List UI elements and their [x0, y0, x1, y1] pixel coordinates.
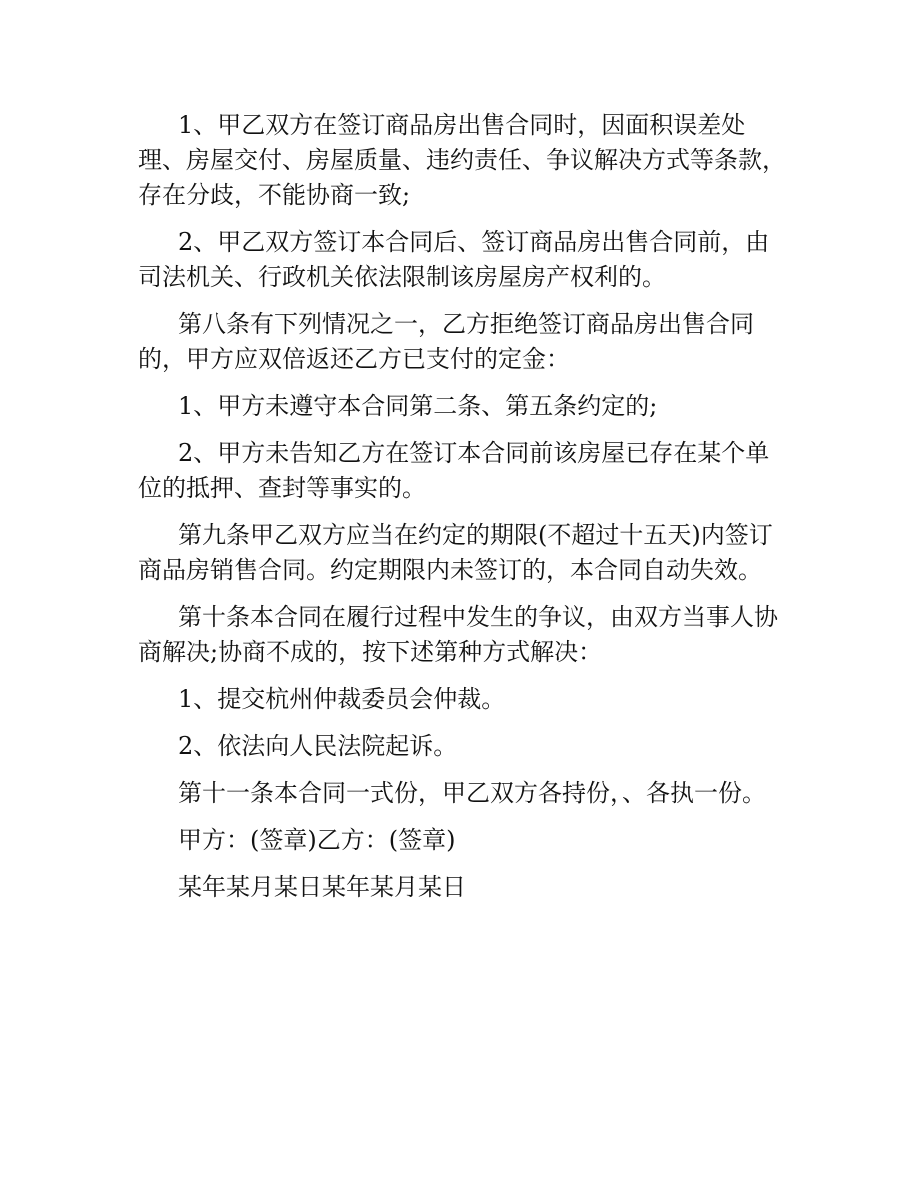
paragraph-article-10-option-1: 1、提交杭州仲裁委员会仲裁。: [178, 685, 506, 713]
paragraph-article-8-item-1: 1、甲方未遵守本合同第二条、第五条约定的;: [178, 392, 658, 420]
paragraph-restriction-clause: 2、甲乙双方签订本合同后、签订商品房出售合同前，由司法机关、行政机关依法限制该房屋房产权利的。: [138, 228, 770, 291]
document-body: [138, 108, 788, 917]
paragraph-article-11: 第十一条本合同一式份，甲乙双方各持份，、各执一份。: [178, 779, 766, 807]
paragraph-article-10: 第十条本合同在履行过程中发生的争议，由双方当事人协商解决;协商不成的，按下述第种方式解决：: [138, 603, 778, 666]
paragraph-disagreement-clause: 1、甲乙双方在签订商品房出售合同时，因面积误差处理、房屋交付、房屋质量、违约责任、争议解决方式等条款，存在分歧，不能协商一致;: [138, 111, 786, 209]
paragraph-article-10-option-2: 2、依法向人民法院起诉。: [178, 732, 458, 760]
signature-line: 甲方：(签章)乙方：(签章): [178, 826, 456, 854]
paragraph-article-8-item-2: 2、甲方未告知乙方在签订本合同前该房屋已存在某个单位的抵押、查封等事实的。: [138, 439, 770, 502]
paragraph-article-9: 第九条甲乙双方应当在约定的期限(不超过十五天)内签订商品房销售合同。约定期限内未签订的，本合同自动失效。: [138, 521, 773, 584]
date-line: 某年某月某日某年某月某日: [178, 873, 466, 901]
paragraph-article-8: 第八条有下列情况之一，乙方拒绝签订商品房出售合同的，甲方应双倍返还乙方已支付的定金：: [138, 310, 754, 373]
